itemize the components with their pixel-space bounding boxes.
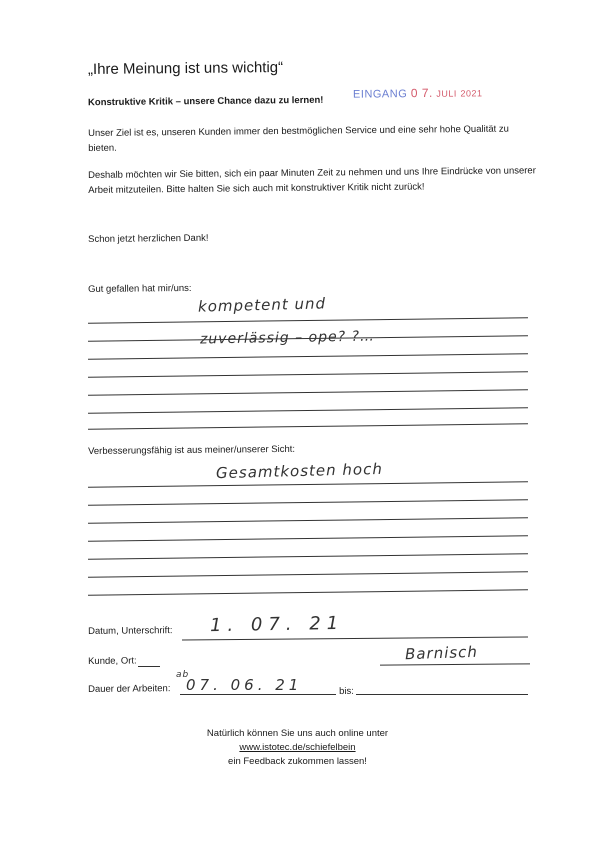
date-signature-label: Datum, Unterschrift: <box>88 625 173 637</box>
positive-line-6[interactable] <box>88 407 528 413</box>
improve-line-2[interactable] <box>88 499 528 505</box>
positive-label: Gut gefallen hat mir/uns: <box>88 282 192 295</box>
stamp-month: JULI <box>436 88 457 99</box>
duration-until-label: bis: <box>339 685 354 697</box>
duration-until-line[interactable] <box>356 694 528 695</box>
location-value: Barnisch <box>404 642 479 664</box>
customer-location-label: Kunde, Ort: <box>88 655 137 667</box>
positive-line-1[interactable] <box>88 317 528 323</box>
duration-from-prefix: ab <box>176 670 190 680</box>
stamp-label: EINGANG <box>352 88 408 101</box>
intro-paragraph-1: Unser Ziel ist es, unseren Kunden immer den bestmöglichen Service und eine sehr hohe Qualität zu bieten. <box>88 123 509 154</box>
duration-from-line[interactable] <box>180 694 336 695</box>
improve-line-4[interactable] <box>88 535 528 541</box>
improve-handwriting-1: Gesamtkosten hoch <box>215 459 384 483</box>
duration-label: Dauer der Arbeiten: <box>88 683 171 695</box>
location-line[interactable] <box>380 663 530 665</box>
positive-handwriting-2: zuverlässig – ope? ?… <box>199 328 376 348</box>
positive-line-7[interactable] <box>88 423 528 429</box>
date-signature-line[interactable] <box>182 636 528 640</box>
improve-line-3[interactable] <box>88 517 528 523</box>
feedback-link[interactable]: www.istotec.de/schiefelbein <box>239 742 356 753</box>
intro-paragraph-2: Deshalb möchten wir Sie bitten, sich ein paar Minuten Zeit zu nehmen und uns Ihre Eindrücke von unserer Arbeit mitzuteilen. Bitte halten Sie sich auch mit konstruktiver Kritik nicht zurück! <box>88 165 536 196</box>
date-signature-value: 1. 07. 21 <box>209 612 345 637</box>
positive-handwriting-1: kompetent und <box>197 294 327 316</box>
improve-label: Verbesserungsfähig ist aus meiner/unserer Sicht: <box>88 443 296 457</box>
received-stamp <box>353 85 483 100</box>
positive-line-5[interactable] <box>88 389 528 395</box>
duration-from-value: 07. 06. 21 <box>186 676 303 694</box>
improve-line-5[interactable] <box>88 553 528 559</box>
improve-line-6[interactable] <box>88 571 528 577</box>
stamp-day: 0 7. <box>410 85 433 101</box>
intro-paragraph-3: Schon jetzt herzlichen Dank! <box>88 232 209 245</box>
page-subtitle: Konstruktive Kritik – unsere Chance dazu zu lernen! <box>87 94 324 109</box>
customer-line[interactable] <box>138 666 160 667</box>
improve-line-1[interactable] <box>88 481 528 487</box>
improve-line-7[interactable] <box>88 589 528 595</box>
stamp-year: 2021 <box>460 88 483 99</box>
footer-line-3: ein Feedback zukommen lassen! <box>228 756 367 767</box>
positive-line-4[interactable] <box>88 371 528 377</box>
positive-line-3[interactable] <box>88 353 528 359</box>
page-title: „Ihre Meinung ist uns wichtig“ <box>87 58 284 79</box>
footer-line-1: Natürlich können Sie uns auch online unter <box>206 728 389 739</box>
footer-link-wrapper <box>0 742 595 753</box>
